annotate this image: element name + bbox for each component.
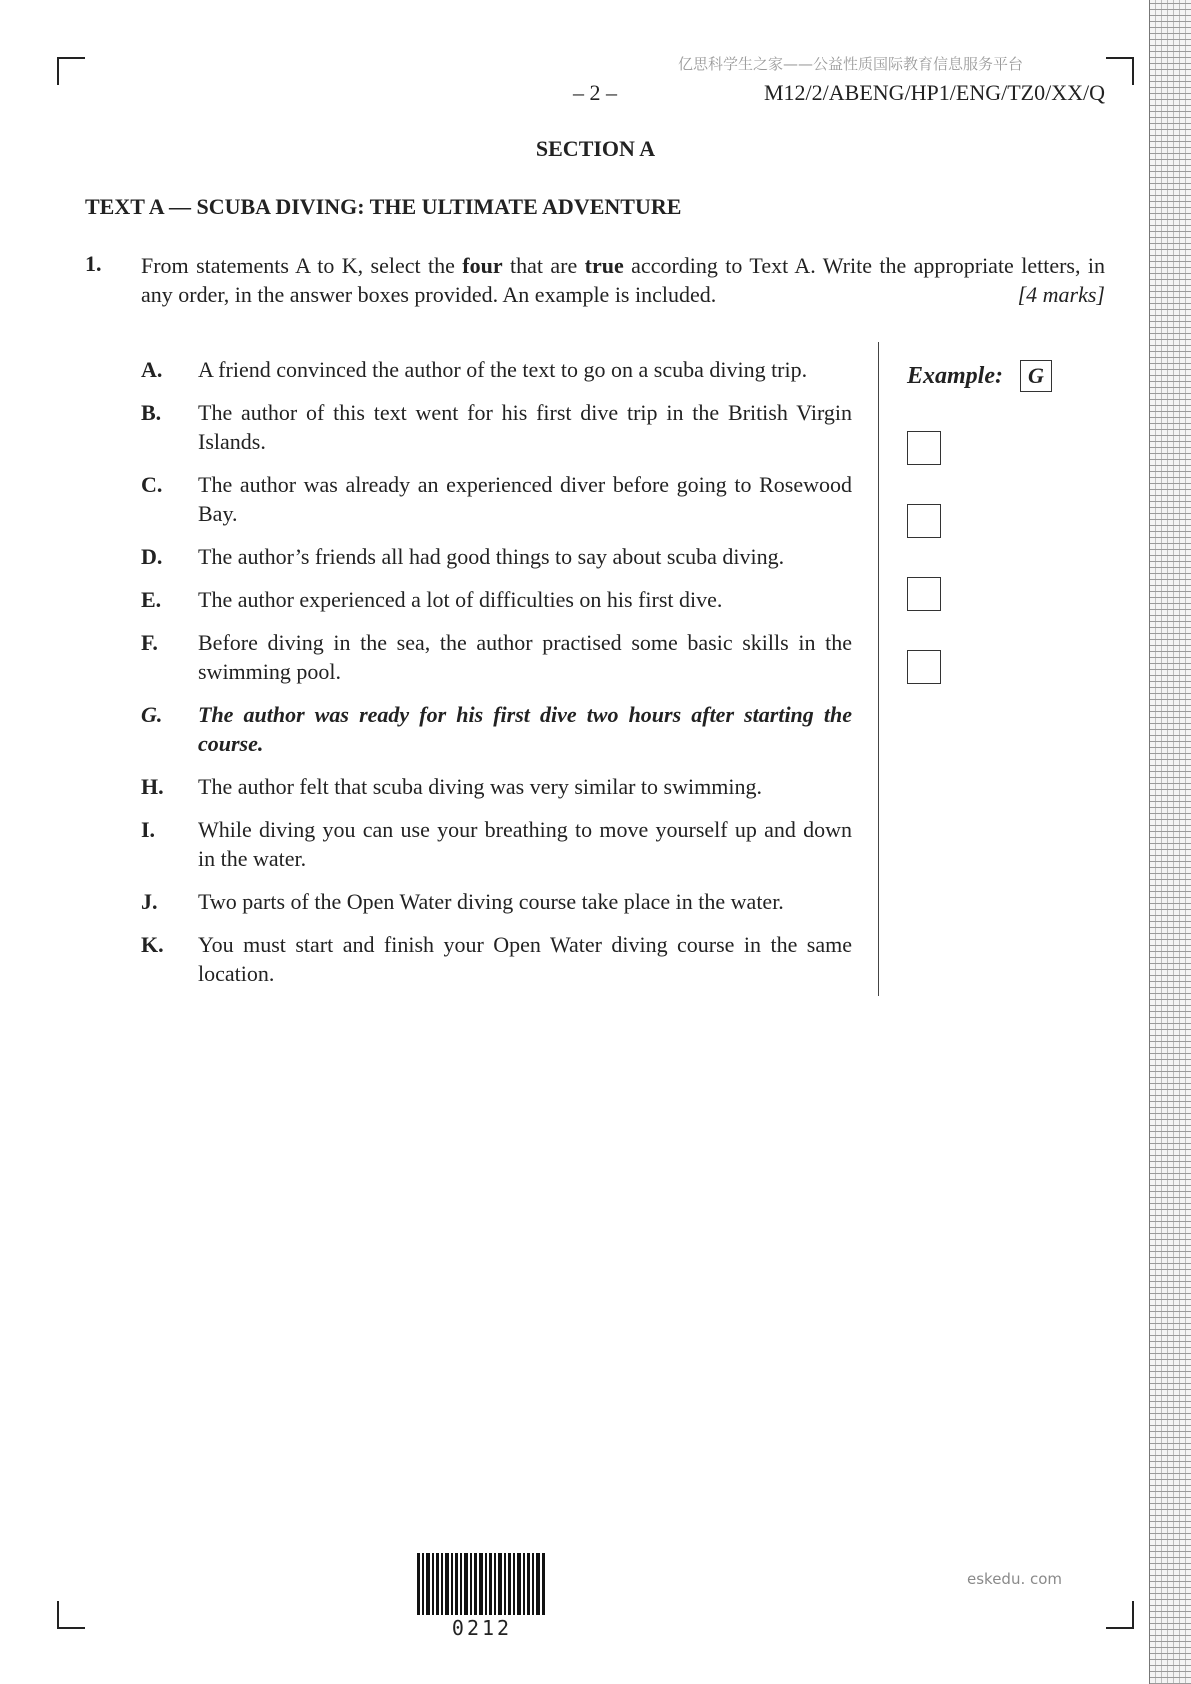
statement-b xyxy=(141,398,852,456)
statement-text: While diving you can use your breathing to move yourself up and down in the water. xyxy=(198,817,852,871)
crop-mark-bottom-left xyxy=(57,1601,85,1629)
answer-column-divider xyxy=(878,342,879,996)
statement-letter: E. xyxy=(141,587,162,612)
question-text-3: according to Text A. Write the appropriate letters, in any order, in the answer boxes provided. An example is included. xyxy=(141,253,1105,307)
statement-text: The author of this text went for his first dive trip in the British Virgin Islands. xyxy=(198,400,852,454)
page-number: – 2 – xyxy=(573,80,617,105)
statement-g-example xyxy=(141,700,852,758)
page-edge-strip xyxy=(1149,0,1191,1684)
statement-letter: B. xyxy=(141,400,162,425)
watermark-text: 亿思科学生之家——公益性质国际教育信息服务平台 xyxy=(678,55,1024,73)
answer-box-1[interactable] xyxy=(907,431,941,465)
statement-text: You must start and finish your Open Water diving course in the same location. xyxy=(198,932,852,986)
statement-letter: H. xyxy=(141,774,164,799)
statement-e xyxy=(141,585,852,614)
statement-text: The author’s friends all had good things to say about scuba diving. xyxy=(198,544,785,569)
statement-letter: C. xyxy=(141,472,163,497)
answer-box-4[interactable] xyxy=(907,650,941,684)
statement-c xyxy=(141,470,852,528)
statement-letter: K. xyxy=(141,932,164,957)
footer-site-text: eskedu. com xyxy=(967,1570,1063,1588)
answer-box-2[interactable] xyxy=(907,504,941,538)
question-bold-four: four xyxy=(462,253,503,278)
statement-list xyxy=(141,355,852,1002)
statement-text: The author was already an experienced diver before going to Rosewood Bay. xyxy=(198,472,852,526)
crop-mark-bottom-right xyxy=(1106,1601,1134,1629)
statement-letter: A. xyxy=(141,357,163,382)
statement-d xyxy=(141,542,852,571)
example-answer-box: G xyxy=(1020,360,1052,392)
statement-f xyxy=(141,628,852,686)
statement-letter: I. xyxy=(141,817,156,842)
example-label: Example: xyxy=(907,363,1003,389)
statement-j xyxy=(141,887,852,916)
statement-letter: G. xyxy=(141,702,163,727)
statement-text: Before diving in the sea, the author practised some basic skills in the swimming pool. xyxy=(198,630,852,684)
section-title: SECTION A xyxy=(535,136,656,161)
statement-letter: J. xyxy=(141,889,158,914)
question-marks: [4 marks] xyxy=(1017,282,1105,307)
question-bold-true: true xyxy=(584,253,624,278)
statement-k xyxy=(141,930,852,988)
question-instructions xyxy=(141,251,1105,309)
statement-a xyxy=(141,355,852,384)
answer-box-3[interactable] xyxy=(907,577,941,611)
statement-text: Two parts of the Open Water diving course take place in the water. xyxy=(198,889,784,914)
crop-mark-top-left xyxy=(57,57,85,85)
statement-text: The author experienced a lot of difficulties on his first dive. xyxy=(198,587,723,612)
text-title: TEXT A — SCUBA DIVING: THE ULTIMATE ADVENTURE xyxy=(85,194,682,219)
barcode-number: 0212 xyxy=(451,1616,513,1640)
statement-text: The author was ready for his first dive two hours after starting the course. xyxy=(198,702,852,756)
question-number: 1. xyxy=(85,251,102,276)
statement-text: A friend convinced the author of the text to go on a scuba diving trip. xyxy=(198,357,808,382)
crop-mark-top-right xyxy=(1106,57,1134,85)
statement-letter: F. xyxy=(141,630,158,655)
question-text-2: that are xyxy=(502,253,585,278)
statement-h xyxy=(141,772,852,801)
barcode xyxy=(417,1553,547,1615)
statement-i xyxy=(141,815,852,873)
statement-text: The author felt that scuba diving was very similar to swimming. xyxy=(198,774,762,799)
paper-code: M12/2/ABENG/HP1/ENG/TZ0/XX/Q xyxy=(764,80,1105,105)
statement-letter: D. xyxy=(141,544,163,569)
question-text-1: From statements A to K, select the xyxy=(141,253,463,278)
